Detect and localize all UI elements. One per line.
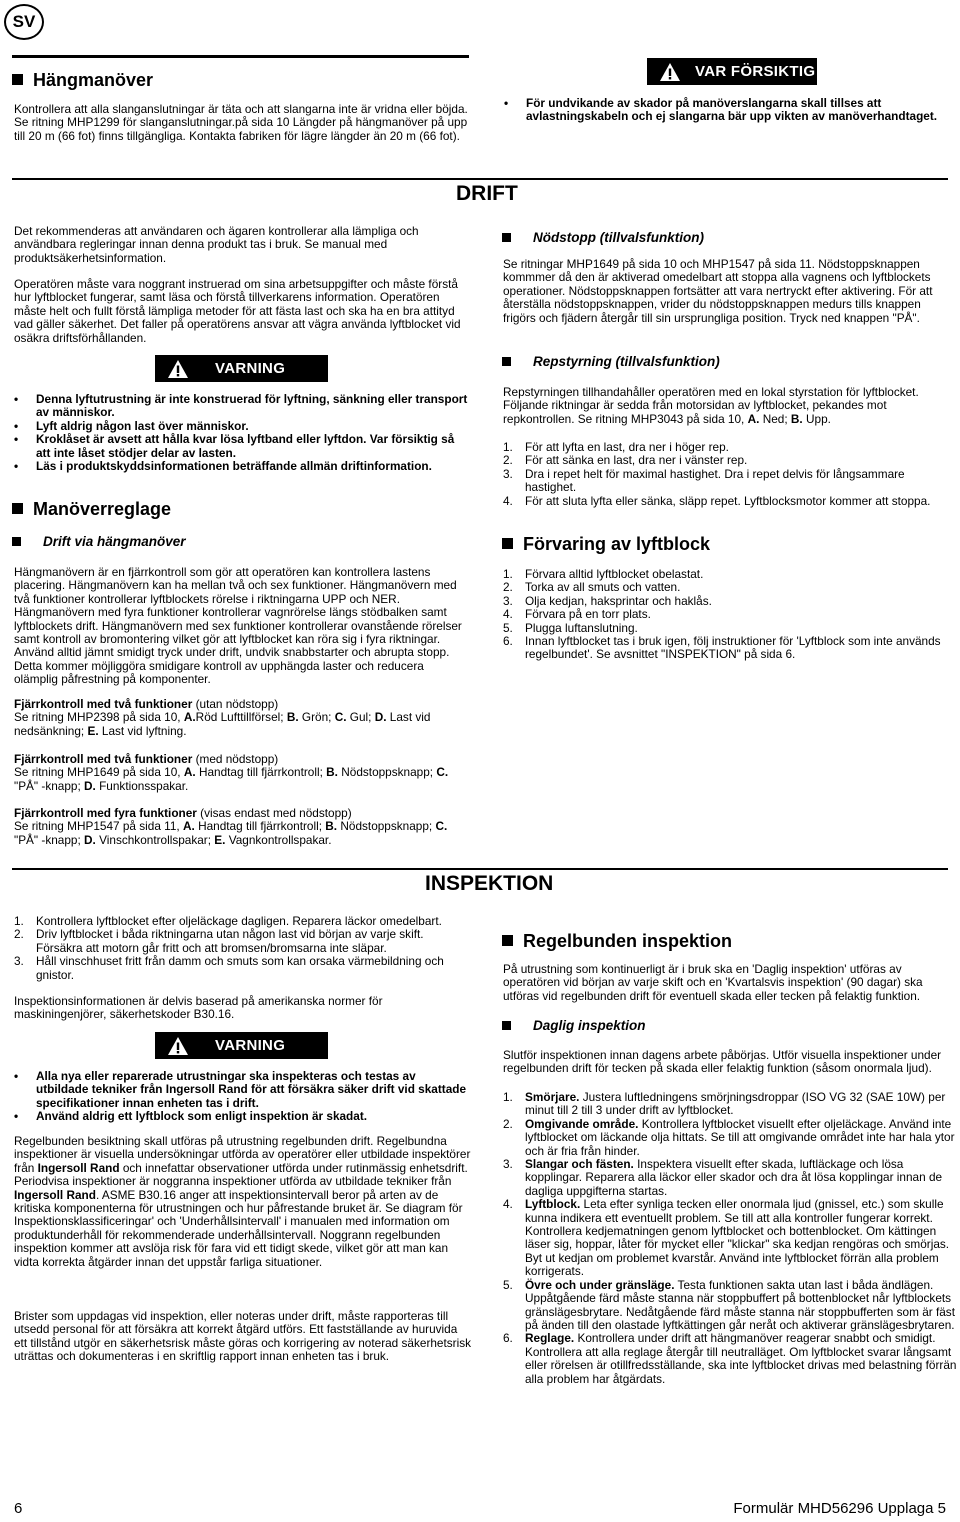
list-item: 3. Dra i repet helt för maximal hastighet. Dra i repet delvis för långsammare hastighet. — [503, 466, 905, 495]
remote-four: Fjärrkontroll med fyra funktioner (visas endast med nödstopp) Se ritning MHP1547 på sida 11, A. Handtag till fjärrkontroll; B. Nödstoppsknapp; C. "PÅ" -knapp; D. Vinschkontrollspakar; E. Vagnkontrollspakar. — [14, 806, 448, 847]
warning-banner-inspection — [155, 1032, 328, 1059]
list-item: 3. Håll vinschhuset fritt från damm och smuts som kan orsaka värmebildning och gnistor. — [14, 954, 444, 982]
form-number: Formulär MHD56296 Upplaga 5 — [733, 1500, 946, 1517]
list-item: 2. Torka av all smuts och vatten. — [503, 580, 681, 595]
inspection-steps — [14, 915, 472, 982]
section-heading-storage: Förvaring av lyftblock — [502, 533, 710, 555]
square-bullet-icon — [502, 1021, 511, 1030]
list-item: 5. Plugga luftanslutning. — [503, 620, 638, 635]
caution-banner — [647, 58, 817, 85]
page-number: 6 — [14, 1500, 23, 1517]
subheading-rope: Repstyrning (tillvalsfunktion) — [502, 353, 720, 371]
warning-item: • Denna lyftutrustning är inte konstruerad för lyftning, sänkning eller transport av människor. — [14, 393, 469, 420]
list-item: 3. Slangar och fästen. Inspektera visuellt efter skada, luftläckage och lösa kopplingar. Reparera alla läckor eller skador och dra åt lösa kopplingar innan de dagliga uppgifterna startas. — [503, 1157, 943, 1198]
warning-label: VARNING — [215, 360, 286, 377]
rope-text: Repstyrningen tillhandahåller operatören med en lokal styrstation för lyftblocket. Följande riktningar är sedda från motorsidan av lyftblocket, pekandes mot repkontrollen. Se ritning MHP3043 på sida 10, A. Ned; B. Upp. — [503, 385, 919, 426]
warning-label: VARNING — [215, 1037, 286, 1054]
daily-items — [503, 1091, 958, 1386]
storage-steps — [503, 568, 958, 662]
list-item: 1. För att lyfta en last, dra ner i höger rep. — [503, 440, 729, 454]
square-bullet-icon — [12, 537, 21, 546]
square-bullet-icon — [502, 233, 511, 242]
list-item: 1. Smörjare. Justera luftledningens smörjningsdroppar (ISO VG 32 (SAE 10W) per minut till 2 till 3 under drift av lyftblocket. — [503, 1090, 946, 1118]
square-bullet-icon — [12, 503, 23, 514]
drift-title: DRIFT — [456, 182, 518, 205]
list-item: 3. Olja kedjan, haksprintar och haklås. — [503, 593, 712, 608]
drift-warning-list — [14, 393, 469, 473]
controls-text: Hängmanövern är en fjärrkontroll som gör att operatören kan kontrollera lastens placering. Hängmanövern kan ha mellan två och sex funktioner. Hängmanövern med två funktioner kontrollerar lyftblockets rörelse i riktningarna UPP och NER. Hängmanövern med fyra funktioner kontrollerar vagnrörelse längs stödbalken samt lyftblockets drift. Hängmanövern med sex funktioner kontrollerar ovanstående rörelser samt kontroll av bromontering vilket gör att lyftblocket kan röra sig i fyra riktningar. Använd alltid jämnt smidigt tryck under drift, undvik snabbstarter och abrupta stopp. Detta kommer möjliggöra smidigare kontroll av upphängda laster och reducera olämplig påfrestning på komponenter. — [14, 565, 462, 687]
remote-two-estop: Fjärrkontroll med två funktioner (med nödstopp) Se ritning MHP1649 på sida 10, A. Handtag till fjärrkontroll; B. Nödstoppsknapp; C. "PÅ" -knapp; D. Funktionsspakar. — [14, 752, 449, 793]
caution-label: VAR FÖRSIKTIG — [695, 63, 816, 80]
caution-item: • För undvikande av skador på manöverslangarna skall tillses att avlastningskabeln och ej slangarna bär upp vikten av manöverhandtaget. — [504, 97, 944, 124]
inspection-title: INSPEKTION — [425, 872, 554, 895]
drift-intro: Det rekommenderas att användaren och ägaren kontrollerar alla lämpliga och användbara regleringar innan denna produkt tas i bruk. Se manual med produktsäkerhetsinformation. — [14, 224, 419, 265]
regular-text: På utrustning som kontinuerligt är i bruk ska en 'Daglig inspektion' utföras av operatören vid början av varje skift och en 'Kvartalsvis inspektion' (90 dagar) ska utföras vid regelbunden drift för eventuell skada eller tecken på felaktig funktion. — [503, 962, 923, 1003]
remote-two-no-estop: Fjärrkontroll med två funktioner (utan nödstopp) Se ritning MHP2398 på sida 10, A.Röd Lufttillförsel; B. Grön; C. Gul; D. Last vid nedsänkning; E. Last vid lyftning. — [14, 697, 431, 738]
list-item: 1. Förvara alltid lyftblocket obelastat. — [503, 567, 704, 581]
list-item: 4. Lyftblock. Leta efter synliga tecken eller onormala ljud (gnissel, etc.) som skulle kunna indikera ett eventuellt problem. Se till att alla kontroller fungerar korrekt. Kontrollera kedjematningen genom lyftblocket och bottenblocket. Om kättingen läser sig, hoppar, låter för mycket eller "klickar" ska kedjan rengöras och smörjas. Byt ut kedjan om problemet kvarstår. Använd inte lyftblocket förrän alla problem korrigerats. — [503, 1197, 950, 1279]
estop-text: Se ritningar MHP1649 på sida 10 och MHP1547 på sida 11. Nödstoppsknappen kommmer då den är aktiverad omedelbart att stoppa alla vagnens och lyftblockets operationer. Nödstoppsknappen fortsätter att vara nertryckt efter aktivering. För att återställa nödstoppsknappen, vrider du nödstoppsknappen medurs tills knappen frigörs och fjädern återgår till sin ursprungliga position. Tryck ned knappen "PÅ". — [503, 257, 933, 325]
section-heading-controls: Manöverreglage — [12, 498, 171, 520]
caution-list — [504, 97, 944, 124]
warning-banner-drift — [155, 355, 328, 382]
section-rule — [12, 55, 469, 58]
inspection-basis: Inspektionsinformationen är delvis baserad på amerikanska normer för maskiningenjörer, säkerhetskoder B30.16. — [14, 994, 383, 1022]
warning-triangle-icon — [167, 1036, 189, 1056]
inspection-regular-text: Regelbunden besiktning skall utföras på utrustning regelbunden drift. Regelbundna inspektioner är visuella undersökningar utförda av operatörer eller utbildade inspektörer från Ingersoll Rand och innefattar observationer utförda under rutinmässig enhetsdrift. Periodvisa inspektioner är noggranna inspektioner utförda av utbildade tekniker från Ingersoll Rand. ASME B30.16 anger att inspektionsintervall beror på arten av de kritiska komponenterna för utrustningen och hur påfrestande bruket är. Se diagram för Inspektionsklassificeringar' och 'Underhållsintervall' i manualen med information om produktunderhåll för rekommenderade underhållsintervall. Noggrann regelbunden inspektion kommer att avslöja risk för fara vid ett tidigt skede, vilket gör att man kan vidta korrekta åtgärder innan det uppstår farliga situationer. — [14, 1134, 471, 1269]
warning-item: • Kroklåset är avsett att hålla kvar lösa lyftband eller lyftdon. Var försiktig så att inte låset stödjer delar av lasten. — [14, 433, 469, 460]
hang-text: Kontrollera att alla slanganslutningar är täta och att slangarna inte är vridna eller böjda. Se ritning MHP1299 för slanganslutningar.på sida 10 Längder på hängmanöver på upp till 20 m (66 fot) finns tillgängliga. Kontakta fabriken för lägre längder än 20 m (66 fot). — [14, 102, 468, 143]
warning-item: • Använd aldrig ett lyftblock som enligt inspektion är skadat. — [14, 1110, 469, 1123]
subheading-estop: Nödstopp (tillvalsfunktion) — [502, 229, 704, 247]
square-bullet-icon — [502, 935, 513, 946]
subheading-daily: Daglig inspektion — [502, 1017, 646, 1035]
warning-item: • Läs i produktskyddsinformationen beträffande allmän driftinformation. — [14, 460, 469, 473]
list-item: 6. Innan lyftblocket tas i bruk igen, följ instruktioner för 'Lyftblock som inte används regelbundet'. Se avsnittet "INSPEKTION" på sida 6. — [503, 634, 941, 662]
list-item: 6. Reglage. Kontrollera under drift att hängmanöver reagerar snabbt och smidigt. Kontrollera att alla reglage återgår till neutralläget. Om lyftblocket svarar långsamt eller rörelsen är otillfredsställande, ska inte lyftblocket drivas med belastning förrän alla problem har åtgärdats. — [503, 1331, 957, 1386]
section-heading-hang: Hängmanöver — [12, 69, 153, 91]
section-heading-regular: Regelbunden inspektion — [502, 930, 732, 952]
list-item: 4. Förvara på en torr plats. — [503, 607, 651, 622]
inspection-rule — [12, 868, 948, 870]
daily-text: Slutför inspektionen innan dagens arbete påbörjas. Utför visuella inspektioner under regelbunden drift för tecken på skada eller felaktig funktion (såsom onormala ljud). — [503, 1048, 942, 1076]
list-item: 2. Driv lyftblocket i båda riktningarna utan någon last vid början av varje skift. Försäkra att motorn går fritt och att bromsen/bromsarna inte släpar. — [14, 927, 424, 955]
warning-triangle-icon — [659, 62, 681, 82]
list-item: 5. Övre och under gränsläge. Testa funktionen sakta utan last i båda ändlägen. Uppåtgående färd måste stanna när stoppbuffert på bottenblocket når lyftblockets gränslägesbrytare. Nedåtgående färd måste stanna när stoppbufferten som är fäst på änden till den olastade lyftkättingen går neråt och aktiverar gränslägesbrytaren. — [503, 1277, 955, 1332]
language-badge: SV — [4, 4, 44, 40]
square-bullet-icon — [502, 357, 511, 366]
warning-item: • Alla nya eller reparerade utrustningar ska inspekteras och testas av utbildade tekniker från Ingersoll Rand för att försäkra säker drift vid skattade specifikationer innan enheten tas i drift. — [14, 1070, 469, 1110]
list-item: 2. För att sänka en last, dra ner i vänster rep. — [503, 453, 748, 468]
warning-triangle-icon — [167, 359, 189, 379]
warning-item: • Lyft aldrig någon last över människor. — [14, 420, 469, 433]
subheading-pendant: Drift via hängmanöver — [12, 533, 186, 551]
drift-rule — [12, 178, 948, 180]
list-item: 2. Omgivande område. Kontrollera lyftblocket visuellt efter oljeläckage. Använd inte lyftblocket om läckande olja hittats. Se till att omgivande området inte har hala ytor och är fria från hinder. — [503, 1116, 955, 1158]
square-bullet-icon — [12, 74, 23, 85]
rope-steps — [503, 441, 953, 508]
list-item: 4. För att sluta lyfta eller sänka, släpp repet. Lyftblocksmotor kommer att stoppa. — [503, 493, 931, 508]
drift-operator: Operatören måste vara noggrant instruerad om sina arbetsuppgifter och måste förstå hur lyftblocket fungerar, samt läsa och förstå tillverkarens information. Operatören måste helt och fullt förstå lämpliga metoder för att fästa last och ska ha en bra attityd vad gäller säkerhet. Det faller på operatörens ansvar att vägra använda lyftblocket vid osäkra driftsförhållanden. — [14, 277, 461, 345]
inspection-defects: Brister som uppdagas vid inspektion, eller noteras under drift, måste rapporteras till utsedd personal för att försäkra att korrekt åtgärd utförs. Ett fastställande av huruvida ett tillstånd utgör en säkerhetsrisk måste göras och korrigering av noterad säkerhetsrisk uträttas och dokumenteras i en skriftlig rapport innan enheten tas i bruk. — [14, 1309, 472, 1364]
inspection-warning-list — [14, 1070, 469, 1124]
square-bullet-icon — [502, 538, 513, 549]
list-item: 1. Kontrollera lyftblocket efter oljeläckage dagligen. Reparera läckor omedelbart. — [14, 914, 442, 928]
